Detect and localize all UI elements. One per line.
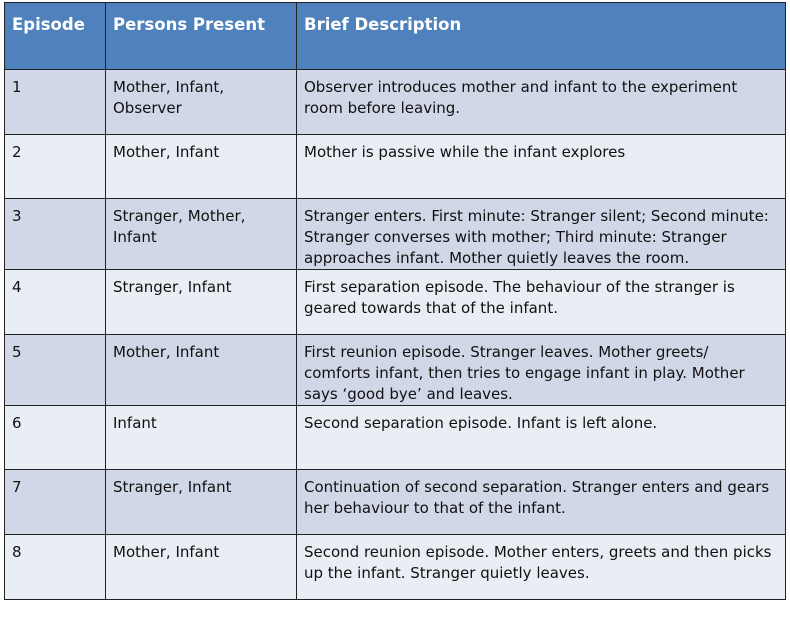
description-cell: First reunion episode. Stranger leaves. Mother greets/ comforts infant, then tries to engage infant in play. Mother says ‘good bye’ and leaves. [297,334,786,405]
description-cell: Stranger enters. First minute: Stranger silent; Second minute: Stranger converses with mother; Third minute: Stranger approaches infant. Mother quietly leaves the room. [297,199,786,270]
persons-cell: Mother, Infant, Observer [106,70,297,135]
persons-cell: Mother, Infant [106,134,297,199]
episode-cell: 7 [5,470,106,535]
table-row [5,270,786,335]
table-header [5,3,786,70]
persons-cell: Mother, Infant [106,534,297,599]
episode-cell: 2 [5,134,106,199]
episode-cell: 5 [5,334,106,405]
persons-cell: Stranger, Mother, Infant [106,199,297,270]
description-cell: Observer introduces mother and infant to the experiment room before leaving. [297,70,786,135]
persons-cell: Infant [106,405,297,470]
header-persons-present: Persons Present [106,3,297,70]
episodes-table [4,2,786,600]
persons-cell: Mother, Infant [106,334,297,405]
header-brief-description: Brief Description [297,3,786,70]
table-row [5,199,786,270]
episode-cell: 1 [5,70,106,135]
table-row [5,534,786,599]
table-body [5,70,786,600]
table-row [5,334,786,405]
description-cell: Second separation episode. Infant is left alone. [297,405,786,470]
header-row [5,3,786,70]
persons-cell: Stranger, Infant [106,270,297,335]
table-row [5,470,786,535]
table-row [5,134,786,199]
table-row [5,405,786,470]
description-cell: Mother is passive while the infant explores [297,134,786,199]
persons-cell: Stranger, Infant [106,470,297,535]
table-row [5,70,786,135]
description-cell: First separation episode. The behaviour of the stranger is geared towards that of the infant. [297,270,786,335]
episode-cell: 6 [5,405,106,470]
episode-cell: 4 [5,270,106,335]
episode-cell: 8 [5,534,106,599]
description-cell: Second reunion episode. Mother enters, greets and then picks up the infant. Stranger quietly leaves. [297,534,786,599]
description-cell: Continuation of second separation. Stranger enters and gears her behaviour to that of the infant. [297,470,786,535]
header-episode: Episode [5,3,106,70]
episode-cell: 3 [5,199,106,270]
